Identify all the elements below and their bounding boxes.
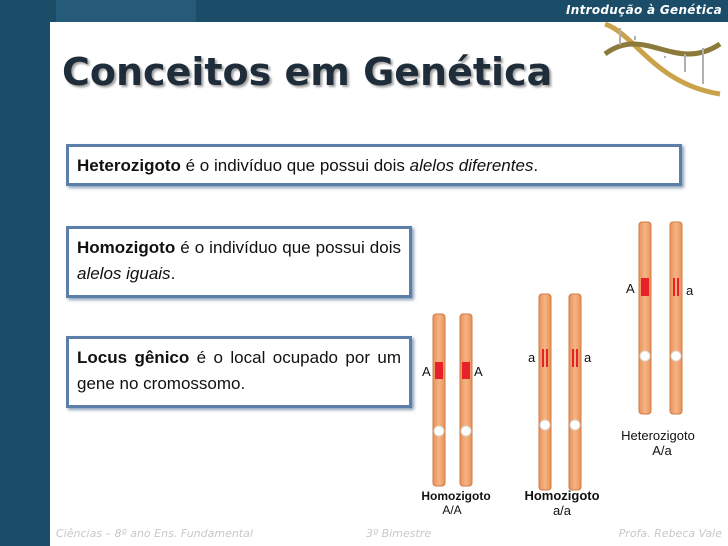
diagram-homozigoto-aa bbox=[524, 294, 599, 518]
centromere-left bbox=[540, 420, 550, 430]
chromosome-diagrams bbox=[410, 210, 728, 520]
header-title: Introdução à Genética bbox=[566, 3, 722, 17]
definition-end: . bbox=[170, 263, 176, 283]
centromere-right bbox=[671, 351, 681, 361]
chromosome-left bbox=[433, 314, 445, 486]
definition-homozigoto bbox=[66, 226, 412, 298]
allele-label-left: A bbox=[626, 281, 635, 296]
centromere-left bbox=[640, 351, 650, 361]
allele-band-right bbox=[462, 362, 470, 379]
diagram-genotype: A/A bbox=[442, 503, 462, 517]
allele-label-left: A bbox=[422, 364, 431, 379]
diagram-homozigoto-AA bbox=[421, 314, 490, 517]
allele-label-right: a bbox=[686, 283, 694, 298]
definition-text: é o indivíduo que possui dois bbox=[180, 156, 410, 175]
left-sidebar-bar bbox=[0, 0, 50, 546]
dna-helix-icon bbox=[595, 14, 725, 104]
allele-stripe bbox=[576, 349, 578, 367]
footer-teacher: Profa. Rebeca Vale bbox=[618, 527, 722, 540]
diagram-caption: Homozigoto bbox=[524, 488, 600, 503]
definition-term: Locus gênico bbox=[77, 348, 190, 367]
chromosome-left bbox=[639, 222, 651, 414]
slide-title: Conceitos em Genética bbox=[62, 50, 553, 94]
allele-stripe bbox=[546, 349, 548, 367]
definition-text: é o local ocupado por um gene no cromossomo. bbox=[77, 348, 402, 393]
diagram-heterozigoto-Aa bbox=[621, 222, 695, 458]
allele-label-right: a bbox=[584, 350, 592, 365]
footer-term: 3º Bimestre bbox=[366, 527, 432, 540]
centromere-right bbox=[570, 420, 580, 430]
definition-emphasis: alelos iguais bbox=[77, 263, 171, 283]
diagram-caption: Heterozigoto bbox=[621, 428, 695, 443]
chromosome-right bbox=[460, 314, 472, 486]
definition-emphasis: alelos diferentes bbox=[409, 156, 534, 175]
allele-band-left bbox=[641, 278, 649, 296]
diagram-genotype: A/a bbox=[652, 443, 672, 458]
chromosome-left bbox=[539, 294, 551, 490]
chromosome-right bbox=[569, 294, 581, 490]
definition-end: . bbox=[533, 156, 539, 175]
diagram-caption: Homozigoto bbox=[421, 489, 491, 503]
centromere-left bbox=[434, 426, 444, 436]
allele-stripe bbox=[572, 349, 574, 367]
chromosome-right bbox=[670, 222, 682, 414]
allele-stripe bbox=[542, 349, 544, 367]
footer-course: Ciências – 8º ano Ens. Fundamental bbox=[56, 527, 253, 540]
allele-label-right: A bbox=[474, 364, 483, 379]
header-decoration bbox=[56, 0, 196, 22]
definition-term: Homozigoto bbox=[77, 238, 176, 257]
allele-stripe bbox=[673, 278, 675, 296]
allele-stripe bbox=[677, 278, 679, 296]
diagram-genotype: a/a bbox=[552, 503, 572, 518]
allele-label-left: a bbox=[528, 350, 536, 365]
allele-band-left bbox=[435, 362, 443, 379]
centromere-right bbox=[461, 426, 471, 436]
definition-heterozigoto bbox=[66, 144, 682, 186]
definition-locus bbox=[66, 336, 412, 408]
definition-term: Heterozigoto bbox=[77, 156, 181, 175]
definition-text: é o indivíduo que possui dois bbox=[175, 238, 401, 257]
